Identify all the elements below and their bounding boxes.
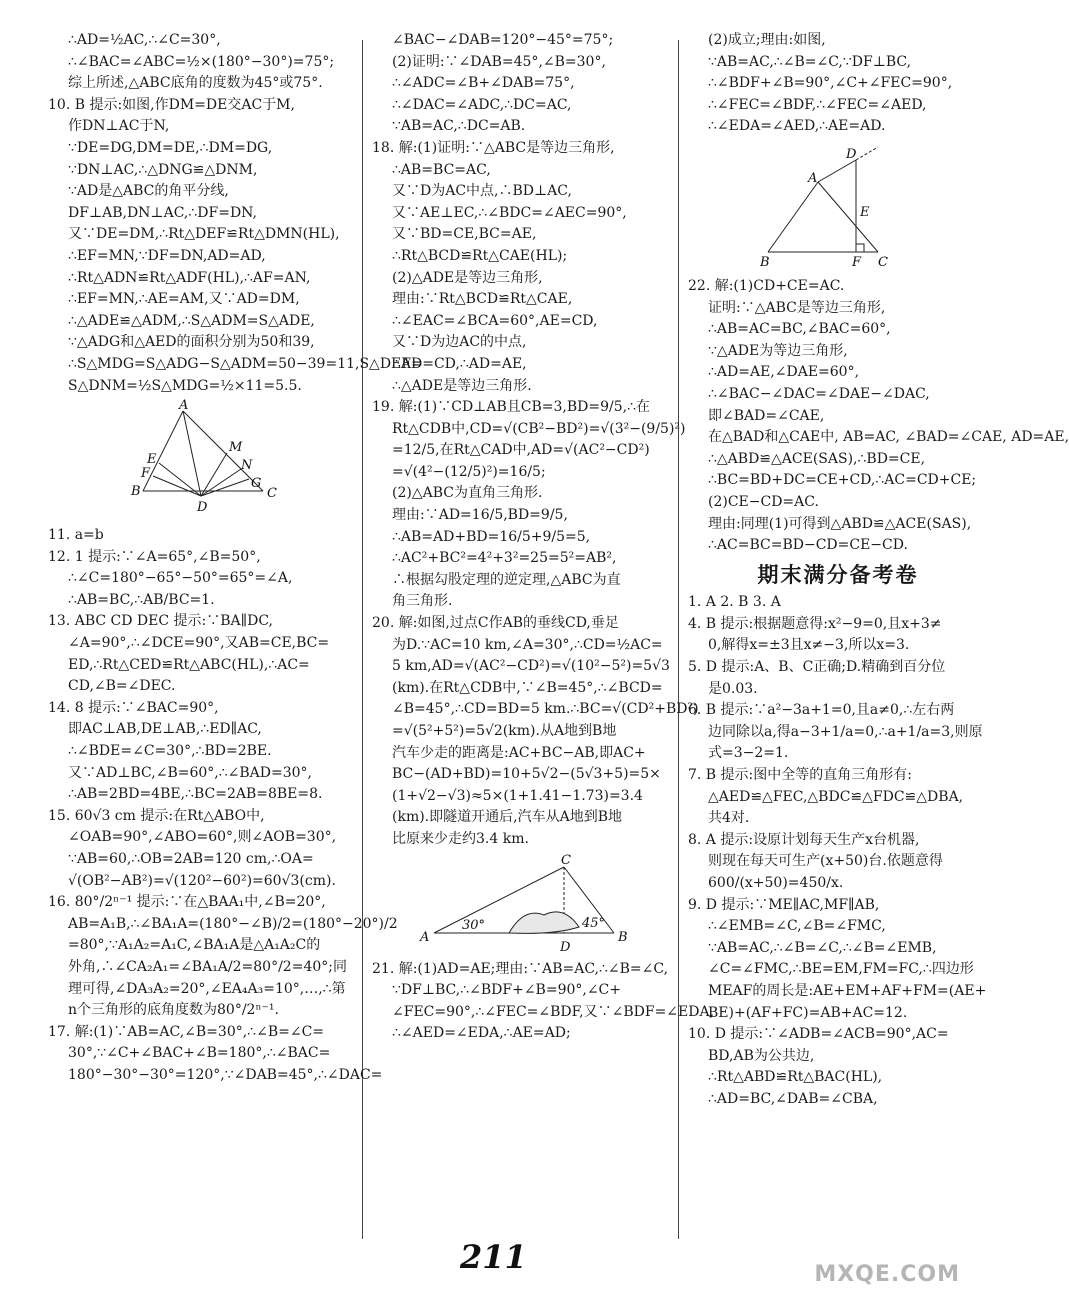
text-line: ∴AC=BC=BD−CD=CE−CD. (708, 537, 908, 554)
text-line: =√(4²−(12/5)²)=16/5; (392, 463, 546, 480)
text-line: △AED≌△FEC,△BDC≌△FDC≌△DBA, (708, 788, 964, 805)
text-line: 理由:∵AD=16/5,BD=9/5, (392, 507, 568, 524)
text-line: BE)+(AF+FC)=AB+AC=12. (708, 1004, 908, 1021)
text-line: 180°−30°−30°=120°,∵∠DAB=45°,∴∠DAC= (68, 1066, 383, 1083)
text-line: ∴AD=CD,∴AD=AE, (392, 355, 527, 372)
text-line: 又∵D为边AC的中点, (392, 334, 527, 351)
text-line: ∠C=∠FMC,∴BE=EM,FM=FC,∴四边形 (708, 961, 974, 978)
text-line: 又∵AD⊥BC,∠B=60°,∴∠BAD=30°, (68, 764, 312, 781)
label-angle-b: 45° (582, 915, 606, 931)
text-line: ∵DN⊥AC,∴△DNG≌△DNM, (68, 161, 258, 178)
text-line: ∴∠EMB=∠C,∠B=∠FMC, (708, 918, 886, 935)
text-line: =√(5²+5²)=5√2(km).从A地到B地 (392, 723, 617, 739)
text-line: ∴∠FEC=∠BDF,∴∠FEC=∠AED, (708, 96, 927, 113)
text-line: ∵DF⊥BC,∴∠BDF+∠B=90°,∠C+ (392, 982, 622, 999)
text-line: AB=A₁B,∴∠BA₁A=(180°−∠B)/2=(180°−20°)/2 (68, 915, 398, 932)
text-line: ∴∠EDA=∠AED,∴AE=AD. (708, 118, 886, 135)
label-a: A (179, 398, 189, 414)
text-line: 又∵DE=DM,∴Rt△DEF≌Rt△DMN(HL), (68, 226, 340, 243)
text-line: ∴EF=MN,∵DF=DN,AD=AD, (68, 247, 266, 264)
text-line: ∠A=90°,∴∠DCE=90°,又AB=CE,BC= (68, 635, 330, 652)
text-line: 作DN⊥AC于N, (68, 118, 170, 135)
text-line: 9. D 提示:∵ME∥AC,MF∥AB, (688, 896, 880, 913)
text-line: 14. 8 提示:∵∠BAC=90°, (48, 699, 219, 716)
text-line: 15. 60√3 cm 提示:在Rt△ABO中, (48, 807, 265, 824)
text-line: ∵AD是△ABC的角平分线, (68, 183, 229, 200)
text-block (372, 30, 699, 851)
text-line: (km).在Rt△CDB中,∵∠B=45°,∴∠BCD= (392, 679, 663, 696)
text-line: ∴AB=BC=AC, (392, 161, 491, 178)
label-b: B (760, 254, 770, 270)
text-line: ∴∠BAC−∠DAC=∠DAE−∠DAC, (708, 385, 930, 402)
figure-triangle-abc-bisector (48, 398, 358, 521)
text-line: ∴Rt△ABD≌Rt△BAC(HL), (708, 1069, 883, 1086)
text-line: ∴∠BDE=∠C=30°,∴BD=2BE. (68, 743, 272, 760)
text-line: 边同除以a,得a−3+1/a=0,∴a+1/a=3,则原 (708, 723, 983, 740)
text-line: BD,AB为公共边, (708, 1047, 815, 1064)
text-line: 理由:∵Rt△BCD≌Rt△CAE, (392, 291, 573, 308)
label-a: A (808, 170, 818, 186)
label-f: F (141, 466, 151, 482)
text-line: 共4对. (708, 810, 750, 827)
text-line: ∴AB=AC=BC,∠BAC=60°, (708, 321, 891, 338)
text-line: 16. 80°/2ⁿ⁻¹ 提示:∵在△BAA₁中,∠B=20°, (48, 894, 326, 911)
text-line: 理可得,∠DA₃A₂=20°,∠EA₄A₃=10°,…,∴第 (68, 980, 346, 997)
label-g: G (251, 476, 262, 492)
watermark: MXQE.COM (814, 1262, 960, 1287)
text-line: 5. D 提示:A、B、C正确;D.精确到百分位 (688, 659, 946, 676)
text-line: =12/5,在Rt△CAD中,AD=√(AC²−CD²) (392, 442, 650, 459)
answer-column-2 (372, 30, 715, 1045)
text-line: 则现在每天可生产(x+50)台.依题意得 (708, 853, 943, 870)
label-n: N (241, 458, 253, 474)
figure-triangle-perpendicular (688, 142, 988, 272)
text-line: ∴AC²+BC²=4²+3²=25=5²=AB², (392, 550, 617, 567)
text-line: (km).即隧道开通后,汽车从A地到B地 (392, 809, 622, 826)
text-line: 比原来少走约3.4 km. (392, 830, 529, 847)
text-line: 5 km,AD=√(AC²−CD²)=√(10²−5²)=5√3 (392, 658, 670, 675)
text-line: (2)成立;理由:如图, (708, 32, 826, 48)
text-block (48, 30, 423, 397)
text-line: 证明:∵△ABC是等边三角形, (708, 299, 886, 316)
text-line: ∠FEC=90°,∴∠FEC=∠BDF,又∵∠BDF=∠EDA, (392, 1003, 715, 1020)
text-line: =80°,∵A₁A₂=A₁C,∠BA₁A是△A₁A₂C的 (68, 937, 321, 954)
text-line: ∵△ADG和△AED的面积分别为50和39, (68, 334, 315, 351)
label-c: C (561, 852, 571, 868)
text-line: 22. 解:(1)CD+CE=AC. (688, 277, 845, 294)
text-line: 外角,∴∠CA₂A₁=∠BA₁A/2=80°/2=40°;同 (68, 958, 347, 975)
text-line: 为D.∵AC=10 km,∠A=30°,∴CD=½AC= (392, 636, 663, 653)
label-f: F (852, 254, 862, 270)
text-line: 4. B 提示:根据题意得:x²−9=0,且x+3≠ (688, 615, 942, 632)
label-e: E (147, 452, 157, 468)
text-line: 是0.03. (708, 680, 758, 697)
label-c: C (878, 254, 888, 270)
label-d: D (197, 500, 208, 516)
text-line: 角三角形. (392, 593, 453, 610)
answer-column-3 (688, 30, 1069, 1111)
text-line: 18. 解:(1)证明:∵△ABC是等边三角形, (372, 139, 615, 156)
text-line: ∴AB=2BD=4BE,∴BC=2AB=8BE=8. (68, 786, 323, 803)
text-line: ∴△ADE≌△ADM,∴S△ADM=S△ADE, (68, 312, 315, 329)
text-line: ∴△ADE是等边三角形. (392, 377, 532, 394)
text-line: (2)证明:∵∠DAB=45°,∠B=30°, (392, 53, 606, 70)
text-line: ∴AB=AD+BD=16/5+9/5=5, (392, 528, 591, 545)
label-c: C (267, 486, 277, 502)
label-d: D (560, 939, 571, 955)
column-divider (678, 40, 679, 1239)
text-line: S△DNM=½S△MDG=½×11=5.5. (68, 377, 302, 394)
text-line: ∴∠BDF+∠B=90°,∠C+∠FEC=90°, (708, 75, 953, 92)
text-line: 10. B 提示:如图,作DM=DE交AC于M, (48, 96, 295, 113)
text-line: ∠BAC−∠DAB=120°−45°=75°; (392, 32, 614, 48)
text-line: (1+√2−√3)≈5×(1+1.41−1.73)=3.4 (392, 787, 643, 804)
text-block (688, 276, 1069, 557)
text-line: 17. 解:(1)∵AB=AC,∠B=30°,∴∠B=∠C= (48, 1023, 325, 1040)
text-block (48, 525, 398, 1086)
text-line: ∴∠ADC=∠B+∠DAB=75°, (392, 75, 575, 92)
text-line: 汽车少走的距离是:AC+BC−AB,即AC+ (392, 744, 646, 761)
text-line: 在△BAD和△CAE中, AB=AC, ∠BAD=∠CAE, AD=AE, (708, 429, 1069, 446)
text-line: √(OB²−AB²)=√(120²−60²)=60√3(cm). (68, 872, 336, 889)
text-line: 21. 解:(1)AD=AE;理由:∵AB=AC,∴∠B=∠C, (372, 960, 669, 977)
text-block (688, 30, 988, 138)
text-line: ∵DE=DG,DM=DE,∴DM=DG, (68, 139, 273, 156)
text-line: 7. B 提示:图中全等的直角三角形有: (688, 767, 912, 784)
text-line: 8. A 提示:设原计划每天生产x台机器, (688, 831, 920, 848)
text-line: 11. a=b (48, 527, 104, 544)
text-line: 19. 解:(1)∵CD⊥AB且CB=3,BD=9/5,∴在 (372, 399, 650, 416)
text-line: BC−(AD+BD)=10+5√2−(5√3+5)=5× (392, 766, 661, 783)
text-line: ∴AD=AE,∠DAE=60°, (708, 364, 860, 381)
text-line: 即∠BAD=∠CAE, (708, 407, 825, 424)
text-line: ∴∠EAC=∠BCA=60°,AE=CD, (392, 312, 598, 329)
label-m: M (229, 440, 243, 456)
text-line: ∴S△MDG=S△ADG−S△ADM=50−39=11,S△DEF= (68, 355, 423, 372)
text-block (688, 592, 988, 1110)
text-line: ∴Rt△ADN≌Rt△ADF(HL),∴AF=AN, (68, 269, 311, 286)
section-title: 期末满分备考卷 (757, 562, 919, 587)
text-line: Rt△CDB中,CD=√(CB²−BD²)=√(3²−(9/5)²) (392, 420, 686, 437)
text-line: ∴△ABD≌△ACE(SAS),∴BD=CE, (708, 450, 926, 467)
label-d: D (846, 146, 857, 162)
label-b: B (131, 484, 141, 500)
text-line: ∴AD=BC,∠DAB=∠CBA, (708, 1090, 878, 1107)
text-line: ∵AB=60,∴OB=2AB=120 cm,∴OA= (68, 851, 314, 867)
text-line: ∴∠AED=∠EDA,∴AE=AD; (392, 1025, 571, 1042)
label-b: B (618, 929, 628, 945)
text-line: ∴Rt△BCD≌Rt△CAE(HL); (392, 247, 568, 264)
text-line: (2)CE−CD=AC. (708, 493, 819, 510)
text-line: ∴BC=BD+DC=CE+CD,∴AC=CD+CE; (708, 472, 977, 489)
text-line: ∵AB=AC,∴∠B=∠C,∵DF⊥BC, (708, 53, 912, 70)
text-line: MEAF的周长是:AE+EM+AF+FM=(AE+ (708, 982, 987, 999)
label-a: A (420, 929, 430, 945)
text-line: 20. 解:如图,过点C作AB的垂线CD,垂足 (372, 615, 619, 632)
text-line: 6. B 提示:∵a²−3a+1=0,且a≠0,∴左右两 (688, 702, 955, 719)
text-line: ∴根据勾股定理的逆定理,△ABC为直 (392, 571, 621, 588)
text-line: 综上所述,△ABC底角的度数为45°或75°. (68, 75, 323, 92)
text-line: 600/(x+50)=450/x. (708, 875, 844, 891)
text-line: ∴AD=½AC,∴∠C=30°, (68, 32, 221, 48)
text-line: ∴∠C=180°−65°−50°=65°=∠A, (68, 570, 293, 587)
text-line: 10. D 提示:∵∠ADB=∠ACB=90°,AC= (688, 1026, 949, 1043)
text-line: 又∵D为AC中点,∴BD⊥AC, (392, 183, 572, 200)
text-line: 0,解得x=±3且x≠−3,所以x=3. (708, 637, 910, 654)
text-line: 式=3−2=1. (708, 745, 789, 762)
text-line: (2)△ADE是等边三角形, (392, 269, 543, 286)
text-line: ∴EF=MN,∴AE=AM,又∵AD=DM, (68, 291, 300, 308)
text-line: ∵AB=AC,∴∠B=∠C,∴∠B=∠EMB, (708, 939, 937, 956)
text-line: (2)△ABC为直角三角形. (392, 485, 543, 502)
text-line: ∴AB=BC,∴AB/BC=1. (68, 591, 215, 608)
text-line: 即AC⊥AB,DE⊥AB,∴ED∥AC, (68, 721, 262, 738)
text-line: 13. ABC CD DEC 提示:∵BA∥DC, (48, 613, 273, 630)
text-line: ∵△ADE为等边三角形, (708, 342, 848, 359)
text-line: n个三角形的底角度数为80°/2ⁿ⁻¹. (68, 1002, 279, 1019)
figure-tunnel-triangle (372, 852, 676, 955)
text-line: ∴∠BAC=∠ABC=½×(180°−30°)=75°; (68, 53, 335, 70)
text-line: 又∵AE⊥EC,∴∠BDC=∠AEC=90°, (392, 204, 627, 221)
label-e: E (860, 204, 870, 220)
text-line: ∵AB=AC,∴DC=AB. (392, 118, 526, 135)
text-line: 12. 1 提示:∵∠A=65°,∠B=50°, (48, 548, 261, 565)
column-divider (362, 40, 363, 1239)
label-angle-a: 30° (462, 917, 486, 933)
text-line: ∴∠DAC=∠ADC,∴DC=AC, (392, 96, 572, 113)
page-number: 211 (460, 1238, 527, 1276)
text-block (372, 959, 715, 1045)
text-line: 又∵BD=CE,BC=AE, (392, 226, 537, 243)
text-line: ED,∴Rt△CED≌Rt△ABC(HL),∴AC= (68, 656, 310, 673)
text-line: 30°,∵∠C+∠BAC+∠B=180°,∴∠BAC= (68, 1045, 331, 1062)
text-line: CD,∠B=∠DEC. (68, 678, 176, 695)
text-line: DF⊥AB,DN⊥AC,∴DF=DN, (68, 204, 257, 221)
text-line: ∠B=45°,∴CD=BD=5 km.∴BC=√(CD²+BD²) (392, 701, 699, 718)
text-line: 理由:同理(1)可得到△ABD≌△ACE(SAS), (708, 515, 972, 532)
text-line: 1. A 2. B 3. A (688, 594, 781, 611)
text-line: ∠OAB=90°,∠ABO=60°,则∠AOB=30°, (68, 829, 337, 846)
